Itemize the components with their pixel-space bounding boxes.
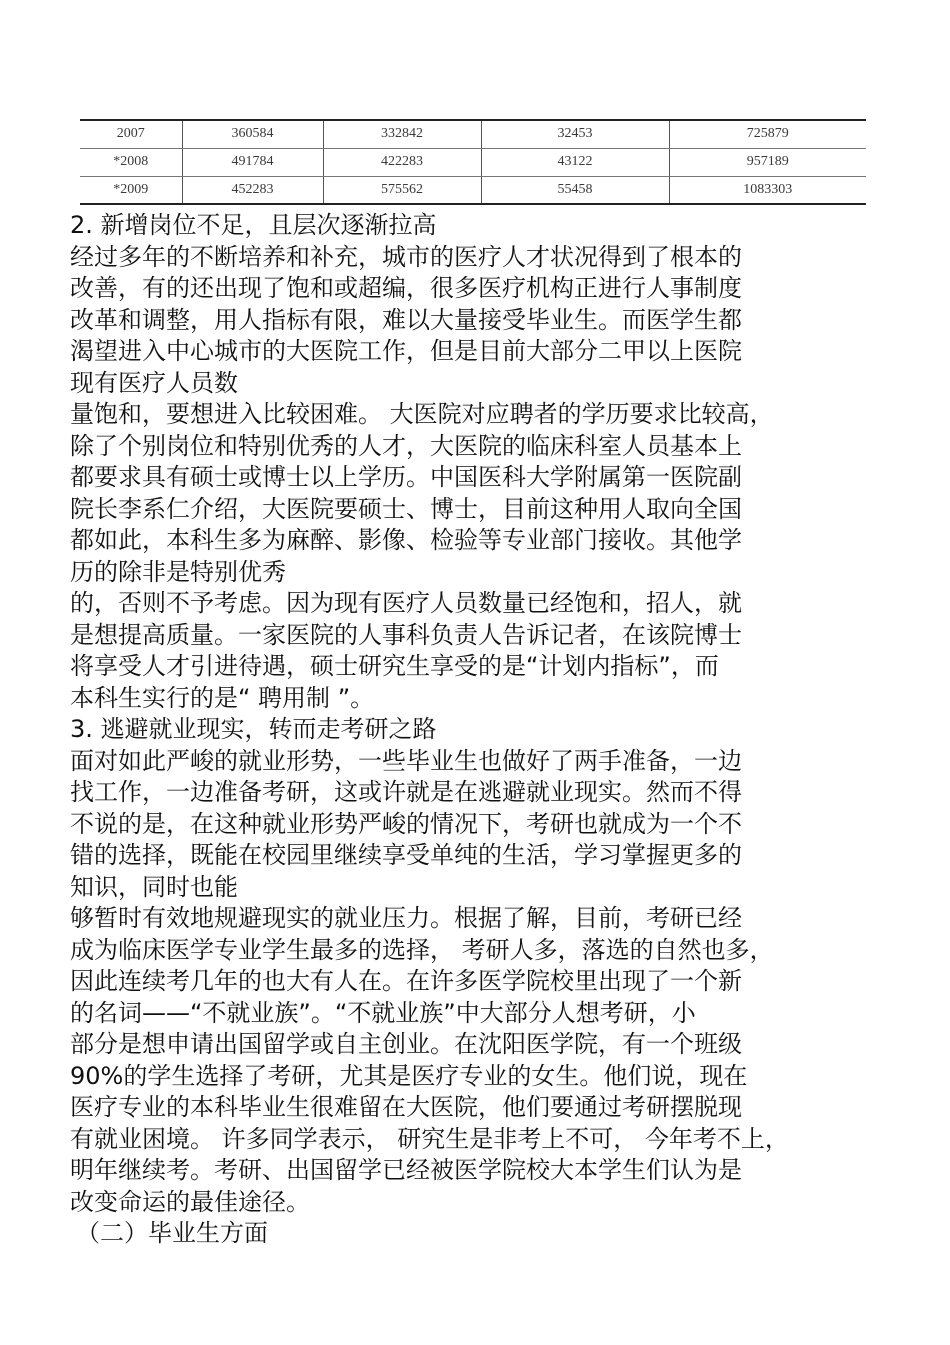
table-cell: 725879 <box>669 120 866 148</box>
text-line: 知识，同时也能 <box>70 872 238 901</box>
text-line: 都如此，本科生多为麻醉、影像、检验等专业部门接收。其他学 <box>70 526 742 554</box>
table-cell: 2007 <box>80 120 182 148</box>
text-line: 成为临床医学专业学生最多的选择， 考研人多，落选的自然也多， <box>70 935 774 964</box>
text-line: 改革和调整，用人指标有限，难以大量接受毕业生。而医学生都 <box>70 305 742 334</box>
table-cell: 491784 <box>182 148 323 176</box>
table-cell: *2009 <box>80 176 182 204</box>
text-line: 有就业困境。 许多同学表示， 研究生是非考上不可， 今年考不上， <box>70 1124 789 1153</box>
body-text <box>70 210 870 1250</box>
text-line: 面对如此严峻的就业形势，一些毕业生也做好了两手准备，一边 <box>70 746 742 775</box>
text-line: 部分是想申请出国留学或自主创业。在沈阳医学院，有一个班级 <box>70 1030 742 1058</box>
table-body <box>80 120 866 204</box>
text-line: 现有医疗人员数 <box>70 368 238 397</box>
text-line: 改变命运的最佳途径。 <box>70 1187 310 1216</box>
text-line: 的，否则不予考虑。因为现有医疗人员数量已经饱和，招人，就 <box>70 589 742 617</box>
table-cell: 1083303 <box>669 176 866 204</box>
table-cell: 422283 <box>323 148 481 176</box>
text-line: 医疗专业的本科毕业生很难留在大医院，他们要通过考研摆脱现 <box>70 1093 742 1121</box>
text-line: 院长李系仁介绍，大医院要硕士、博士，目前这种用人取向全国 <box>70 494 742 523</box>
text-line: （二）毕业生方面 <box>76 1219 268 1247</box>
table-cell: 957189 <box>669 148 866 176</box>
text-line: 历的除非是特别优秀 <box>70 557 286 586</box>
table-cell: 43122 <box>481 148 669 176</box>
statistics-table <box>80 119 866 205</box>
text-line: 因此连续考几年的也大有人在。在许多医学院校里出现了一个新 <box>70 967 742 995</box>
text-line: 90%的学生选择了考研，尤其是医疗专业的女生。他们说，现在 <box>70 1061 748 1090</box>
text-line: 找工作，一边准备考研，这或许就是在逃避就业现实。然而不得 <box>70 778 742 806</box>
text-line: 2. 新增岗位不足，且层次逐渐拉高 <box>70 211 437 239</box>
text-line: 都要求具有硕士或博士以上学历。中国医科大学附属第一医院副 <box>70 463 742 491</box>
table-cell: 55458 <box>481 176 669 204</box>
text-line: 错的选择，既能在校园里继续享受单纯的生活，学习掌握更多的 <box>70 841 742 869</box>
table-cell: *2008 <box>80 148 182 176</box>
text-line: 明年继续考。考研、出国留学已经被医学院校大本学生们认为是 <box>70 1156 742 1184</box>
text-line: 经过多年的不断培养和补充，城市的医疗人才状况得到了根本的 <box>70 242 742 271</box>
table-row <box>80 176 866 204</box>
table-cell: 575562 <box>323 176 481 204</box>
text-line: 将享受人才引进待遇，硕士研究生享受的是“计划内指标”，而 <box>70 652 719 680</box>
text-line: 的名词——“不就业族”。“不就业族”中大部分人想考研，小 <box>70 998 696 1027</box>
text-line: 够暂时有效地规避现实的就业压力。根据了解，目前，考研已经 <box>70 904 742 932</box>
text-line: 渴望进入中心城市的大医院工作，但是目前大部分二甲以上医院 <box>70 337 742 365</box>
text-line: 除了个别岗位和特别优秀的人才，大医院的临床科室人员基本上 <box>70 431 742 460</box>
table-cell: 332842 <box>323 120 481 148</box>
table-row <box>80 148 866 176</box>
text-line: 是想提高质量。一家医院的人事科负责人告诉记者，在该院博士 <box>70 620 742 649</box>
table-cell: 452283 <box>182 176 323 204</box>
text-line: 量饱和，要想进入比较困难。 大医院对应聘者的学历要求比较高， <box>70 400 774 428</box>
table-cell: 360584 <box>182 120 323 148</box>
text-line: 改善，有的还出现了饱和或超编，很多医疗机构正进行人事制度 <box>70 274 742 302</box>
text-line: 3. 逃避就业现实，转而走考研之路 <box>70 715 437 743</box>
text-line: 不说的是，在这种就业形势严峻的情况下，考研也就成为一个不 <box>70 809 742 838</box>
table-cell: 32453 <box>481 120 669 148</box>
text-line: 本科生实行的是“ 聘用制 ”。 <box>70 683 375 712</box>
table-row <box>80 120 866 148</box>
